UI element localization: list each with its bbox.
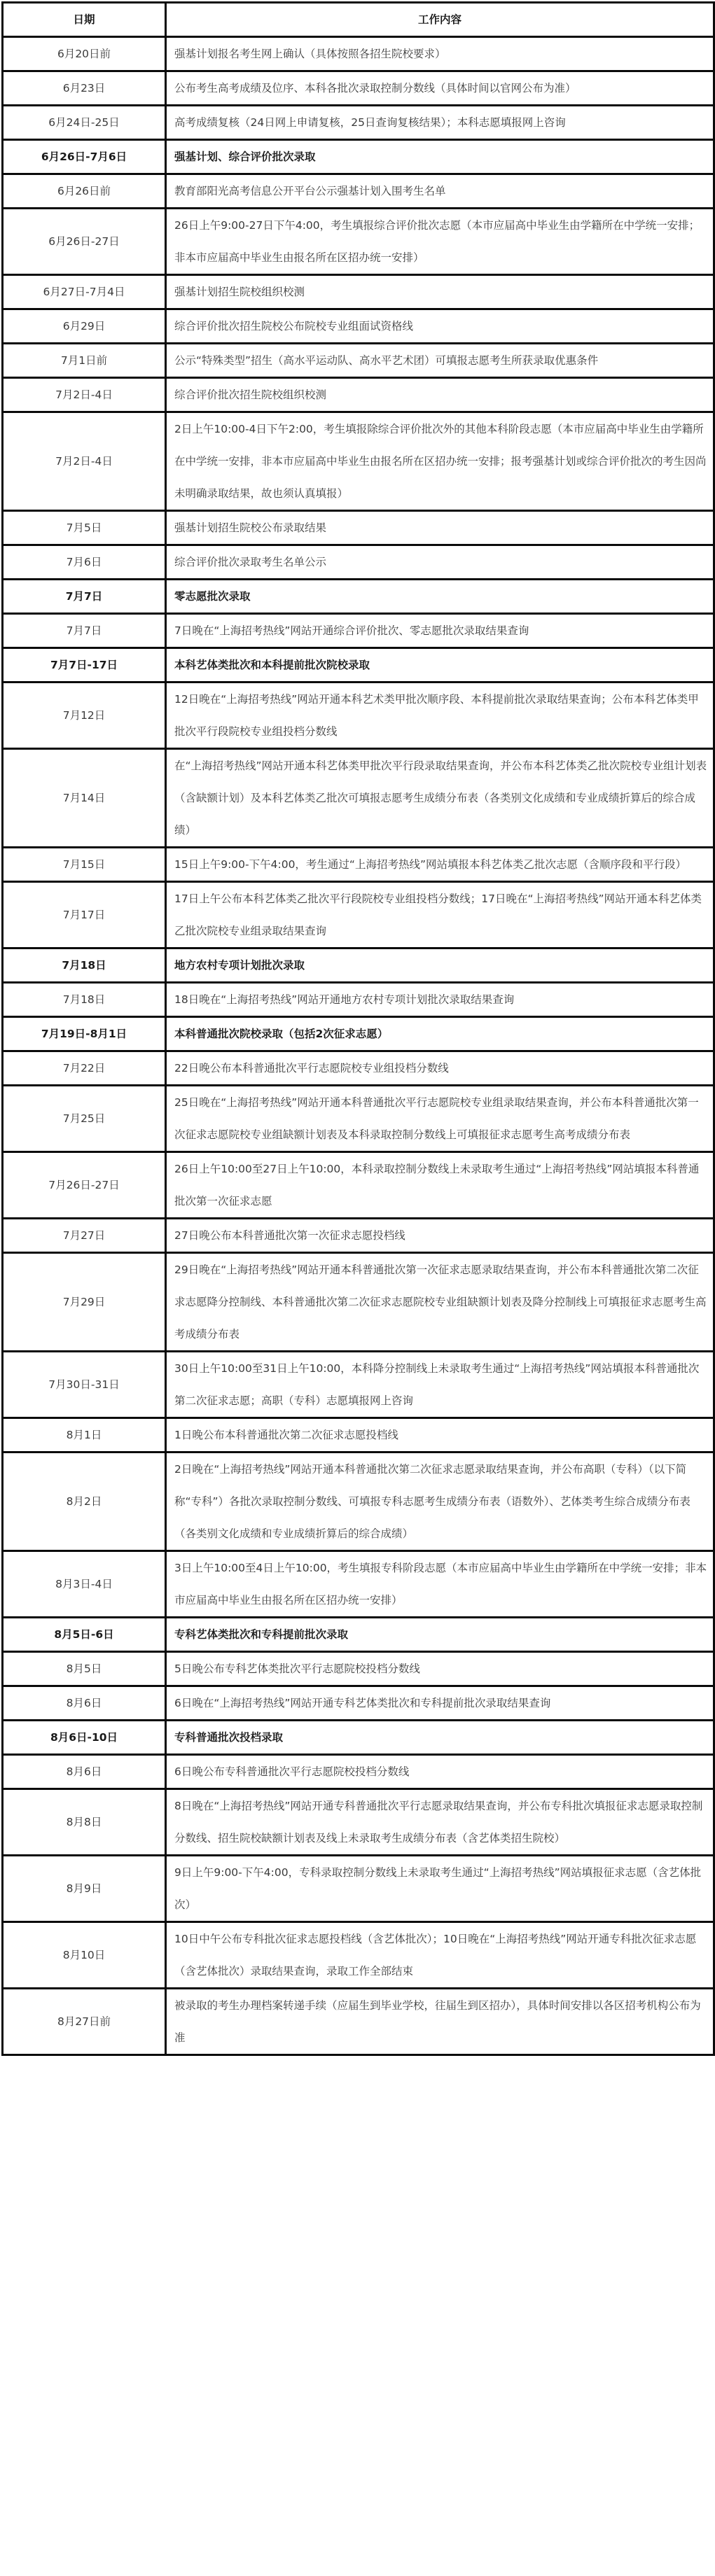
date-cell: 8月5日 xyxy=(3,1652,166,1686)
table-row xyxy=(3,1789,714,1856)
table-row xyxy=(3,174,714,209)
work-content-cell: 综合评价批次录取考生名单公示 xyxy=(166,545,714,580)
work-content-cell: 在“上海招考热线”网站开通本科艺体类甲批次平行段录取结果查询，并公布本科艺体类乙批次院校专业组计划表（含缺额计划）及本科艺体类乙批次可填报志愿考生成绩分布表（各类别文化成绩和专业成绩折算后的综合成绩） xyxy=(166,749,714,848)
work-content-cell: 5日晚公布专科艺体类批次平行志愿院校投档分数线 xyxy=(166,1652,714,1686)
work-content-cell: 强基计划报名考生网上确认（具体按照各招生院校要求） xyxy=(166,37,714,71)
date-cell: 8月3日-4日 xyxy=(3,1551,166,1618)
table-row xyxy=(3,1551,714,1618)
work-content-cell: 22日晚公布本科普通批次平行志愿院校专业组投档分数线 xyxy=(166,1051,714,1086)
work-content-cell: 29日晚在“上海招考热线”网站开通本科普通批次第一次征求志愿录取结果查询，并公布本科普通批次第二次征求志愿降分控制线、本科普通批次第二次征求志愿院校专业组缺额计划表及降分控制线上可填报征求志愿考生高考成绩分布表 xyxy=(166,1253,714,1352)
date-cell: 7月29日 xyxy=(3,1253,166,1352)
date-cell: 7月14日 xyxy=(3,749,166,848)
date-cell: 7月17日 xyxy=(3,882,166,948)
date-cell: 8月9日 xyxy=(3,1856,166,1922)
date-cell: 7月5日 xyxy=(3,511,166,545)
table-row xyxy=(3,882,714,948)
date-cell: 8月10日 xyxy=(3,1922,166,1989)
date-cell: 6月29日 xyxy=(3,309,166,344)
date-cell: 8月2日 xyxy=(3,1452,166,1551)
work-content-cell: 强基计划招生院校公布录取结果 xyxy=(166,511,714,545)
date-cell: 8月1日 xyxy=(3,1418,166,1452)
date-cell: 7月7日-17日 xyxy=(3,648,166,682)
table-row xyxy=(3,1253,714,1352)
phase-header-row xyxy=(3,1721,714,1755)
work-content-cell: 教育部阳光高考信息公开平台公示强基计划入围考生名单 xyxy=(166,174,714,209)
work-content-cell: 被录取的考生办理档案转递手续（应届生到毕业学校，往届生到区招办），具体时间安排以各区招考机构公布为准 xyxy=(166,1989,714,2055)
phase-title-cell: 强基计划、综合评价批次录取 xyxy=(166,140,714,174)
work-content-cell: 强基计划招生院校组织校测 xyxy=(166,275,714,309)
date-cell: 7月18日 xyxy=(3,983,166,1017)
work-content-cell: 6日晚在“上海招考热线”网站开通专科艺体类批次和专科提前批次录取结果查询 xyxy=(166,1686,714,1721)
table-row xyxy=(3,1051,714,1086)
table-row xyxy=(3,983,714,1017)
table-row xyxy=(3,1152,714,1219)
date-cell: 8月6日 xyxy=(3,1755,166,1789)
table-row xyxy=(3,309,714,344)
work-content-cell: 25日晚在“上海招考热线”网站开通本科普通批次平行志愿院校专业组录取结果查询，并公布本科普通批次第一次征求志愿院校专业组缺额计划表及本科录取控制分数线上可填报征求志愿考生高考成绩分布表 xyxy=(166,1086,714,1152)
table-row xyxy=(3,106,714,140)
table-row xyxy=(3,614,714,648)
table-row xyxy=(3,545,714,580)
date-cell: 7月18日 xyxy=(3,948,166,983)
work-content-cell: 26日上午10:00至27日上午10:00，本科录取控制分数线上未录取考生通过“上海招考热线”网站填报本科普通批次第一次征求志愿 xyxy=(166,1152,714,1219)
phase-header-row xyxy=(3,648,714,682)
phase-title-cell: 专科艺体类批次和专科提前批次录取 xyxy=(166,1618,714,1652)
work-content-cell: 综合评价批次招生院校组织校测 xyxy=(166,378,714,412)
date-cell: 6月26日-27日 xyxy=(3,209,166,275)
table-row xyxy=(3,1922,714,1989)
header-date: 日期 xyxy=(3,3,166,37)
phase-header-row xyxy=(3,948,714,983)
table-row xyxy=(3,848,714,882)
date-cell: 8月27日前 xyxy=(3,1989,166,2055)
date-cell: 6月26日前 xyxy=(3,174,166,209)
date-cell: 7月27日 xyxy=(3,1219,166,1253)
table-header-row xyxy=(3,3,714,37)
phase-header-row xyxy=(3,140,714,174)
date-cell: 7月30日-31日 xyxy=(3,1352,166,1418)
date-cell: 8月8日 xyxy=(3,1789,166,1856)
work-content-cell: 30日上午10:00至31日上午10:00，本科降分控制线上未录取考生通过“上海招考热线”网站填报本科普通批次第二次征求志愿；高职（专科）志愿填报网上咨询 xyxy=(166,1352,714,1418)
table-row xyxy=(3,1755,714,1789)
phase-header-row xyxy=(3,1017,714,1051)
table-row xyxy=(3,1989,714,2055)
table-row xyxy=(3,37,714,71)
work-content-cell: 10日中午公布专科批次征求志愿投档线（含艺体批次）；10日晚在“上海招考热线”网站开通专科批次征求志愿（含艺体批次）录取结果查询，录取工作全部结束 xyxy=(166,1922,714,1989)
table-row xyxy=(3,1686,714,1721)
table-row xyxy=(3,344,714,378)
date-cell: 7月15日 xyxy=(3,848,166,882)
table-row xyxy=(3,1452,714,1551)
work-content-cell: 18日晚在“上海招考热线”网站开通地方农村专项计划批次录取结果查询 xyxy=(166,983,714,1017)
work-content-cell: 综合评价批次招生院校公布院校专业组面试资格线 xyxy=(166,309,714,344)
date-cell: 6月20日前 xyxy=(3,37,166,71)
phase-header-row xyxy=(3,1618,714,1652)
date-cell: 7月1日前 xyxy=(3,344,166,378)
work-content-cell: 公布考生高考成绩及位序、本科各批次录取控制分数线（具体时间以官网公布为准） xyxy=(166,71,714,106)
work-content-cell: 7日晚在“上海招考热线”网站开通综合评价批次、零志愿批次录取结果查询 xyxy=(166,614,714,648)
work-content-cell: 6日晚公布专科普通批次平行志愿院校投档分数线 xyxy=(166,1755,714,1789)
date-cell: 7月2日-4日 xyxy=(3,378,166,412)
date-cell: 8月6日 xyxy=(3,1686,166,1721)
table-row xyxy=(3,1219,714,1253)
work-content-cell: 公示“特殊类型”招生（高水平运动队、高水平艺术团）可填报志愿考生所获录取优惠条件 xyxy=(166,344,714,378)
date-cell: 7月2日-4日 xyxy=(3,412,166,511)
date-cell: 8月5日-6日 xyxy=(3,1618,166,1652)
date-cell: 6月26日-7月6日 xyxy=(3,140,166,174)
phase-title-cell: 零志愿批次录取 xyxy=(166,580,714,614)
table-row xyxy=(3,412,714,511)
date-cell: 7月19日-8月1日 xyxy=(3,1017,166,1051)
phase-header-row xyxy=(3,580,714,614)
table-row xyxy=(3,1652,714,1686)
phase-title-cell: 本科普通批次院校录取（包括2次征求志愿） xyxy=(166,1017,714,1051)
date-cell: 7月7日 xyxy=(3,580,166,614)
admission-schedule-table xyxy=(1,1,715,2056)
date-cell: 6月24日-25日 xyxy=(3,106,166,140)
work-content-cell: 26日上午9:00-27日下午4:00，考生填报综合评价批次志愿（本市应届高中毕业生由学籍所在中学统一安排；非本市应届高中毕业生由报名所在区招办统一安排） xyxy=(166,209,714,275)
phase-title-cell: 专科普通批次投档录取 xyxy=(166,1721,714,1755)
table-row xyxy=(3,1086,714,1152)
work-content-cell: 27日晚公布本科普通批次第一次征求志愿投档线 xyxy=(166,1219,714,1253)
table-row xyxy=(3,378,714,412)
header-work-content: 工作内容 xyxy=(166,3,714,37)
date-cell: 7月7日 xyxy=(3,614,166,648)
phase-title-cell: 本科艺体类批次和本科提前批次院校录取 xyxy=(166,648,714,682)
phase-title-cell: 地方农村专项计划批次录取 xyxy=(166,948,714,983)
work-content-cell: 15日上午9:00-下午4:00，考生通过“上海招考热线”网站填报本科艺体类乙批次志愿（含顺序段和平行段） xyxy=(166,848,714,882)
table-row xyxy=(3,682,714,749)
date-cell: 7月6日 xyxy=(3,545,166,580)
work-content-cell: 2日晚在“上海招考热线”网站开通本科普通批次第二次征求志愿录取结果查询，并公布高职（专科）（以下简称“专科”）各批次录取控制分数线、可填报专科志愿考生成绩分布表（语数外）、艺体类考生综合成绩分布表（各类别文化成绩和专业成绩折算后的综合成绩） xyxy=(166,1452,714,1551)
date-cell: 7月22日 xyxy=(3,1051,166,1086)
work-content-cell: 8日晚在“上海招考热线”网站开通专科普通批次平行志愿录取结果查询，并公布专科批次填报征求志愿录取控制分数线、招生院校缺额计划表及线上未录取考生成绩分布表（含艺体类招生院校） xyxy=(166,1789,714,1856)
table-row xyxy=(3,749,714,848)
work-content-cell: 2日上午10:00-4日下午2:00，考生填报除综合评价批次外的其他本科阶段志愿（本市应届高中毕业生由学籍所在中学统一安排，非本市应届高中毕业生由报名所在区招办统一安排；报考强基计划或综合评价批次的考生因尚未明确录取结果，故也须认真填报） xyxy=(166,412,714,511)
work-content-cell: 17日上午公布本科艺体类乙批次平行段院校专业组投档分数线；17日晚在“上海招考热线”网站开通本科艺体类乙批次院校专业组录取结果查询 xyxy=(166,882,714,948)
date-cell: 7月25日 xyxy=(3,1086,166,1152)
table-row xyxy=(3,511,714,545)
date-cell: 7月12日 xyxy=(3,682,166,749)
table-body xyxy=(3,37,714,2055)
date-cell: 6月23日 xyxy=(3,71,166,106)
work-content-cell: 高考成绩复核（24日网上申请复核，25日查询复核结果）；本科志愿填报网上咨询 xyxy=(166,106,714,140)
table-row xyxy=(3,1856,714,1922)
table-row xyxy=(3,1352,714,1418)
work-content-cell: 12日晚在“上海招考热线”网站开通本科艺术类甲批次顺序段、本科提前批次录取结果查询；公布本科艺体类甲批次平行段院校专业组投档分数线 xyxy=(166,682,714,749)
table-row xyxy=(3,275,714,309)
work-content-cell: 3日上午10:00至4日上午10:00，考生填报专科阶段志愿（本市应届高中毕业生由学籍所在中学统一安排；非本市应届高中毕业生由报名所在区招办统一安排） xyxy=(166,1551,714,1618)
date-cell: 7月26日-27日 xyxy=(3,1152,166,1219)
table-row xyxy=(3,71,714,106)
date-cell: 6月27日-7月4日 xyxy=(3,275,166,309)
table-row xyxy=(3,1418,714,1452)
work-content-cell: 1日晚公布本科普通批次第二次征求志愿投档线 xyxy=(166,1418,714,1452)
date-cell: 8月6日-10日 xyxy=(3,1721,166,1755)
table-row xyxy=(3,209,714,275)
work-content-cell: 9日上午9:00-下午4:00，专科录取控制分数线上未录取考生通过“上海招考热线”网站填报征求志愿（含艺体批次） xyxy=(166,1856,714,1922)
